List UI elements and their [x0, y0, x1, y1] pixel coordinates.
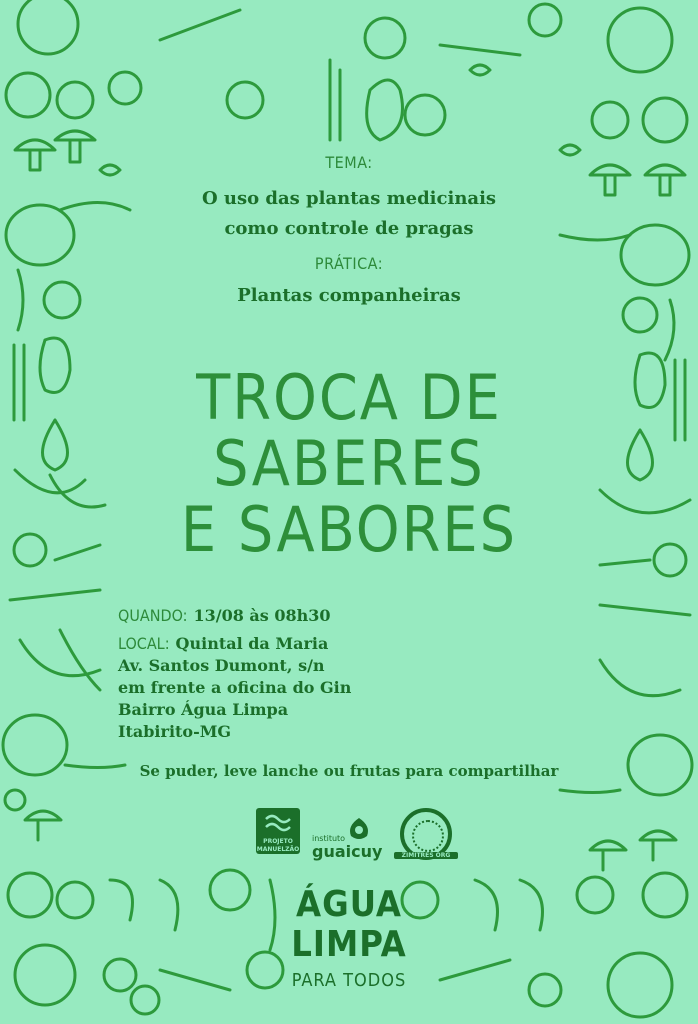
campaign-line-1: ÁGUA [296, 884, 402, 925]
manuelzao-logo-line-1: PROJETO [263, 838, 293, 845]
quando-label: QUANDO: [118, 606, 188, 625]
tomato-icon [5, 790, 25, 810]
cucumber-icon [560, 790, 620, 793]
banana-icon [60, 630, 100, 690]
beet-icon [405, 95, 445, 135]
mushroom-icon [640, 831, 676, 860]
local-line-3: em frente a oficina do Gin [118, 678, 352, 697]
cabbage-icon [6, 73, 50, 117]
leaf-icon [470, 65, 490, 75]
eggplant-icon [367, 80, 403, 140]
banana-icon [600, 660, 680, 696]
headline-line-1: TROCA DE [196, 361, 502, 434]
campaign-line-3: PARA TODOS [291, 970, 407, 991]
onion-icon [592, 102, 628, 138]
asparagus-icon [330, 60, 340, 140]
tema-label: TEMA: [325, 153, 373, 172]
manuelzao-logo [256, 808, 300, 854]
tomato-icon [529, 4, 561, 36]
pratica-text: Plantas companheiras [237, 285, 461, 306]
radish-icon [227, 82, 263, 118]
tema-line-2: como controle de pragas [224, 218, 474, 239]
quando-row [118, 605, 331, 627]
headline-line-2: SABERES [213, 427, 485, 500]
local-line-1: Quintal da Maria [175, 634, 329, 653]
seal-inner-ring [412, 820, 444, 852]
bring-food-note: Se puder, leve lanche ou frutas para compartilhar [139, 762, 559, 780]
carrot-icon [440, 45, 520, 55]
banana-icon [20, 640, 100, 676]
mushroom-icon [590, 841, 626, 870]
local-row [118, 633, 328, 655]
tema-line-1: O uso das plantas medicinais [201, 188, 497, 209]
garlic-icon [109, 72, 141, 104]
pumpkin-icon [18, 0, 78, 54]
campaign-line-2: LIMPA [291, 924, 407, 965]
quando-value: 13/08 às 08h30 [193, 606, 331, 625]
onion-icon [57, 82, 93, 118]
cabbage-icon [643, 98, 687, 142]
carrot-icon [160, 10, 240, 40]
headline-line-3: E SABORES [180, 493, 518, 566]
leek-icon [10, 590, 100, 600]
tomato-icon [365, 18, 405, 58]
river-waves-icon [264, 813, 292, 835]
guaicuy-logo-text: guaicuy [312, 842, 383, 861]
pumpkin-icon [608, 8, 672, 72]
guaicuy-leaf-icon [345, 816, 373, 842]
manuelzao-logo-line-2: MANUELZÃO [256, 846, 300, 853]
local-label: LOCAL: [118, 634, 170, 653]
pratica-label: PRÁTICA: [314, 254, 384, 273]
seal-logo-text: ZIMITRES ORG [394, 852, 458, 859]
local-line-5: Itabirito-MG [118, 722, 232, 741]
mushroom-icon [25, 811, 61, 840]
leek-icon [600, 605, 690, 615]
local-line-2: Av. Santos Dumont, s/n [118, 656, 325, 675]
local-line-4: Bairro Água Limpa [118, 700, 289, 719]
guaicuy-logo-small-text: instituto [312, 834, 346, 843]
carrot-icon [665, 300, 674, 360]
